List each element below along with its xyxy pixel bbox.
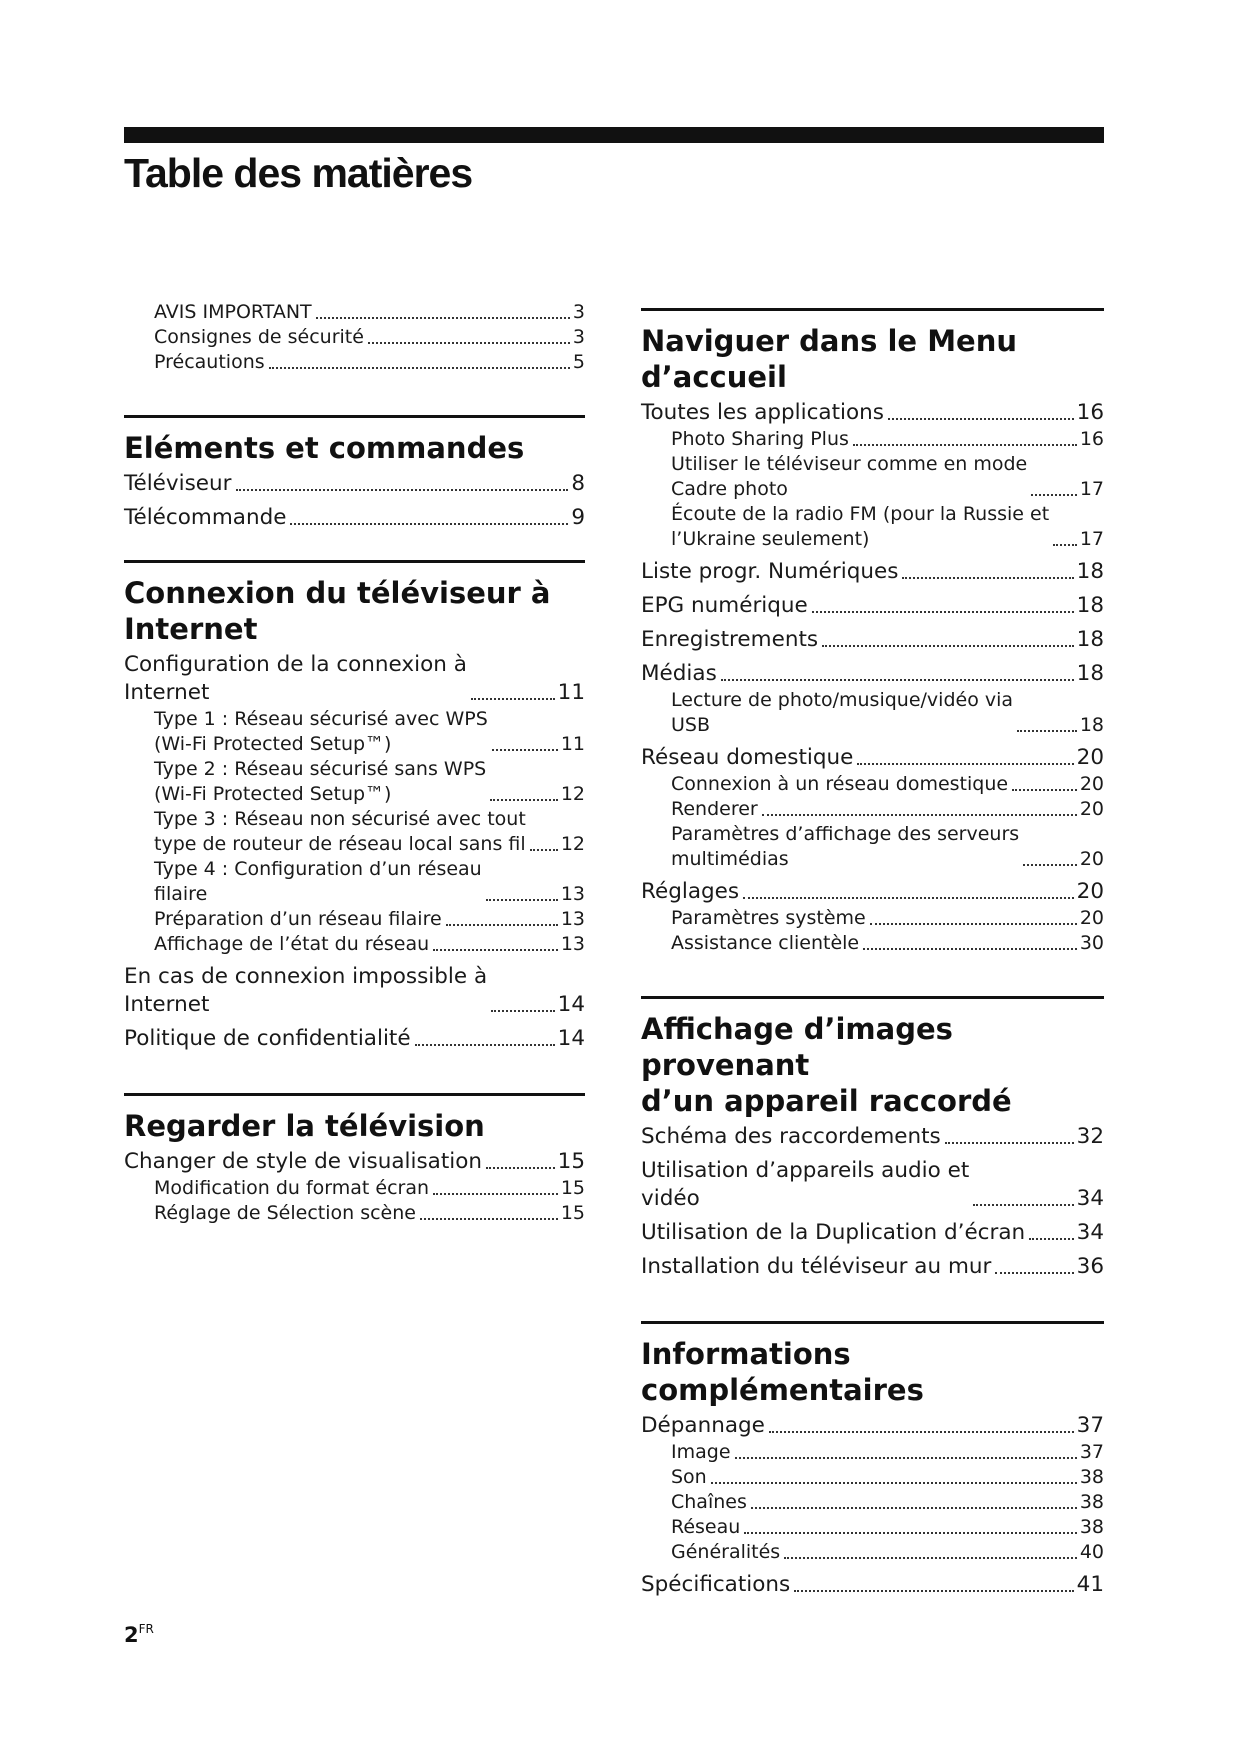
toc-entry-label: Réseau	[671, 1516, 741, 1538]
toc-entry[interactable]	[641, 1123, 1104, 1151]
toc-entry-page: 13	[560, 883, 585, 905]
section-rule	[641, 308, 1104, 311]
toc-entry-page: 11	[560, 733, 585, 755]
toc-entry-page: 20	[1079, 773, 1104, 795]
toc-entry[interactable]	[124, 350, 585, 375]
section-title: Informations complémentaires	[641, 1337, 924, 1407]
toc-entry-page: 14	[557, 992, 585, 1017]
toc-section	[641, 308, 1104, 956]
toc-entry-label: Type 1 : Réseau sécurisé avec WPS (Wi-Fi Protected Setup™)	[154, 708, 488, 755]
toc-entry-label: Renderer	[671, 798, 758, 820]
toc-entry-label: Dépannage	[641, 1413, 765, 1438]
dot-leader	[486, 899, 558, 901]
page-number-suffix: FR	[138, 1622, 154, 1636]
toc-entry-page: 20	[1079, 798, 1104, 820]
toc-entry[interactable]	[641, 1515, 1104, 1540]
dot-leader	[1053, 544, 1077, 546]
toc-left-column	[124, 300, 585, 1226]
dot-leader	[743, 897, 1074, 899]
dot-leader	[863, 948, 1077, 950]
toc-entry[interactable]	[641, 906, 1104, 931]
dot-leader	[490, 799, 558, 801]
dot-leader	[857, 763, 1073, 765]
toc-entry-page: 5	[572, 351, 585, 373]
toc-entry-label: Paramètres système	[671, 907, 866, 929]
toc-entry[interactable]	[124, 651, 585, 707]
toc-entry[interactable]	[641, 427, 1104, 452]
toc-entry-label: Type 4 : Configuration d’un réseau filaire	[154, 858, 482, 905]
toc-entry-page: 40	[1079, 1541, 1104, 1563]
top-bar	[124, 127, 1104, 143]
toc-entry-label: Photo Sharing Plus	[671, 428, 849, 450]
toc-entry-page: 37	[1076, 1413, 1104, 1438]
toc-entry-page: 37	[1079, 1441, 1104, 1463]
toc-entry-page: 20	[1079, 848, 1104, 870]
section-rule	[124, 560, 585, 563]
toc-entry-label: Type 2 : Réseau sécurisé sans WPS (Wi-Fi Protected Setup™)	[154, 758, 487, 805]
toc-entry[interactable]	[641, 931, 1104, 956]
toc-entry-label: Enregistrements	[641, 627, 819, 652]
dot-leader	[530, 849, 558, 851]
dot-leader	[1029, 1238, 1074, 1240]
toc-entry[interactable]	[124, 932, 585, 957]
toc-entry-label: Installation du téléviseur au mur	[641, 1254, 992, 1279]
toc-entry-label: Configuration de la connexion à Internet	[124, 652, 467, 705]
page-number-value: 2	[124, 1623, 139, 1647]
toc-entry-label: Réseau domestique	[641, 745, 854, 770]
toc-entry-label: Consignes de sécurité	[154, 326, 364, 348]
dot-leader	[1017, 730, 1077, 732]
toc-entry-label: Changer de style de visualisation	[124, 1149, 483, 1174]
toc-section	[641, 1321, 1104, 1599]
dot-leader	[433, 949, 558, 951]
section-title: Regarder la télévision	[124, 1109, 485, 1143]
section-rule	[124, 1093, 585, 1096]
dot-leader	[812, 611, 1074, 613]
toc-entry[interactable]	[641, 1540, 1104, 1565]
toc-entry-label: Connexion à un réseau domestique	[671, 773, 1009, 795]
toc-entry-page: 16	[1076, 400, 1104, 425]
toc-entry[interactable]	[641, 772, 1104, 797]
toc-entry-label: Liste progr. Numériques	[641, 559, 899, 584]
toc-entry-page: 15	[560, 1177, 585, 1199]
dot-leader	[853, 444, 1077, 446]
dot-leader	[822, 645, 1074, 647]
toc-entry[interactable]	[124, 857, 585, 907]
toc-entry[interactable]	[641, 1571, 1104, 1599]
toc-entry-label: Type 3 : Réseau non sécurisé avec tout type de routeur de réseau local sans fil	[154, 808, 526, 855]
toc-entry-label: Assistance clientèle	[671, 932, 860, 954]
section-title: Eléments et commandes	[124, 431, 525, 465]
toc-entry[interactable]	[124, 325, 585, 350]
toc-entry-label: Affichage de l’état du réseau	[154, 933, 430, 955]
toc-entry[interactable]	[641, 1440, 1104, 1465]
toc-entry-label: Spécifications	[641, 1572, 791, 1597]
toc-entry-page: 13	[560, 908, 585, 930]
intro-list	[124, 300, 585, 375]
toc-entry-page: 3	[572, 326, 585, 348]
toc-entry[interactable]	[641, 592, 1104, 620]
toc-entry-page: 18	[1079, 714, 1104, 736]
dot-leader	[1012, 789, 1077, 791]
toc-entry-label: Précautions	[154, 351, 265, 373]
section-rule	[641, 1321, 1104, 1324]
section-rule	[641, 996, 1104, 999]
page-title: Table des matières	[124, 150, 473, 196]
toc-entry-page: 11	[557, 680, 585, 705]
dot-leader	[1031, 494, 1077, 496]
toc-entry-page: 17	[1079, 528, 1104, 550]
toc-entry-label: Utilisation d’appareils audio et vidéo	[641, 1158, 970, 1211]
toc-entry[interactable]	[641, 502, 1104, 552]
dot-leader	[492, 749, 558, 751]
toc-entry-label: Téléviseur	[124, 471, 232, 496]
toc-entry-label: Image	[671, 1441, 731, 1463]
dot-leader	[995, 1272, 1073, 1274]
dot-leader	[269, 367, 570, 369]
dot-leader	[368, 342, 570, 344]
dot-leader	[446, 924, 558, 926]
section-title: Connexion du téléviseur à Internet	[124, 576, 551, 646]
toc-entry-label: Préparation d’un réseau filaire	[154, 908, 442, 930]
dot-leader	[762, 814, 1077, 816]
toc-entry[interactable]	[641, 822, 1104, 872]
toc-entry-page: 8	[571, 471, 585, 496]
dot-leader	[721, 679, 1074, 681]
toc-entry-page: 15	[557, 1149, 585, 1174]
dot-leader	[486, 1167, 555, 1169]
toc-entry-label: Modification du format écran	[154, 1177, 430, 1199]
toc-entry-page: 36	[1076, 1254, 1104, 1279]
toc-entry-page: 38	[1079, 1466, 1104, 1488]
section-rule	[124, 415, 585, 418]
toc-entry[interactable]	[124, 1201, 585, 1226]
toc-entry-label: Réglages	[641, 879, 740, 904]
toc-entry[interactable]	[124, 963, 585, 1019]
toc-entry[interactable]	[641, 558, 1104, 586]
toc-section	[124, 415, 585, 532]
toc-entry[interactable]	[641, 399, 1104, 427]
dot-leader	[491, 1010, 555, 1012]
toc-entry-page: 38	[1079, 1516, 1104, 1538]
toc-entry[interactable]	[641, 1490, 1104, 1515]
toc-entry-page: 18	[1076, 661, 1104, 686]
dot-leader	[735, 1457, 1077, 1459]
toc-entry-page: 18	[1076, 627, 1104, 652]
toc-entry[interactable]	[641, 626, 1104, 654]
toc-right-column	[641, 308, 1104, 1599]
toc-entry[interactable]	[124, 470, 585, 498]
dot-leader	[870, 923, 1077, 925]
toc-entry-page: 3	[572, 301, 585, 323]
toc-section	[124, 560, 585, 1053]
toc-entry-page: 34	[1076, 1220, 1104, 1245]
toc-entry[interactable]	[641, 1465, 1104, 1490]
toc-entry-label: Toutes les applications	[641, 400, 884, 425]
toc-entry[interactable]	[124, 1148, 585, 1176]
toc-entry[interactable]	[124, 757, 585, 807]
toc-entry-label: Son	[671, 1466, 707, 1488]
toc-entry-page: 18	[1076, 559, 1104, 584]
toc-entry-label: Télécommande	[124, 505, 287, 530]
toc-entry[interactable]	[641, 1219, 1104, 1247]
toc-entry-page: 13	[560, 933, 585, 955]
toc-entry[interactable]	[641, 797, 1104, 822]
dot-leader	[784, 1557, 1077, 1559]
toc-entry-page: 34	[1076, 1186, 1104, 1211]
toc-entry[interactable]	[641, 660, 1104, 688]
toc-entry-label: Paramètres d’affichage des serveurs multimédias	[671, 823, 1020, 870]
toc-entry-label: EPG numérique	[641, 593, 808, 618]
toc-entry[interactable]	[641, 688, 1104, 738]
dot-leader	[744, 1532, 1077, 1534]
toc-entry[interactable]	[124, 504, 585, 532]
toc-entry-page: 15	[560, 1202, 585, 1224]
toc-entry-label: Réglage de Sélection scène	[154, 1202, 416, 1224]
toc-entry-page: 30	[1079, 932, 1104, 954]
dot-leader	[769, 1431, 1074, 1433]
toc-entry[interactable]	[124, 1176, 585, 1201]
toc-entry-page: 20	[1076, 879, 1104, 904]
toc-entry-page: 14	[557, 1026, 585, 1051]
toc-entry[interactable]	[124, 807, 585, 857]
dot-leader	[433, 1193, 558, 1195]
toc-entry-label: Médias	[641, 661, 717, 686]
toc-entry-label: Écoute de la radio FM (pour la Russie et l’Ukraine seulement)	[671, 503, 1050, 550]
toc-entry[interactable]	[124, 707, 585, 757]
toc-entry[interactable]	[641, 1412, 1104, 1440]
toc-entry-label: Chaînes	[671, 1491, 747, 1513]
toc-entry-label: Utiliser le téléviseur comme en mode Cadre photo	[671, 453, 1028, 500]
toc-entry-label: En cas de connexion impossible à Internet	[124, 964, 488, 1017]
toc-entry[interactable]	[124, 907, 585, 932]
dot-leader	[902, 577, 1073, 579]
toc-entry-label: Politique de confidentialité	[124, 1026, 411, 1051]
toc-entry[interactable]	[124, 1025, 585, 1053]
toc-entry[interactable]	[641, 744, 1104, 772]
toc-entry-page: 20	[1079, 907, 1104, 929]
section-title: Naviguer dans le Menu d’accueil	[641, 324, 1018, 394]
toc-entry-page: 20	[1076, 745, 1104, 770]
toc-entry-page: 12	[560, 833, 585, 855]
toc-entry-label: Généralités	[671, 1541, 781, 1563]
toc-section	[641, 996, 1104, 1281]
dot-leader	[945, 1142, 1074, 1144]
section-title: Affichage d’images provenant d’un appareil raccordé	[641, 1012, 1012, 1118]
dot-leader	[711, 1482, 1077, 1484]
dot-leader	[471, 698, 555, 700]
dot-leader	[415, 1044, 555, 1046]
toc-entry[interactable]	[641, 452, 1104, 502]
toc-entry[interactable]	[641, 878, 1104, 906]
toc-entry-label: Utilisation de la Duplication d’écran	[641, 1220, 1026, 1245]
dot-leader	[290, 523, 568, 525]
dot-leader	[794, 1590, 1073, 1592]
dot-leader	[236, 489, 569, 491]
toc-entry-page: 17	[1079, 478, 1104, 500]
toc-entry-page: 18	[1076, 593, 1104, 618]
page-number	[124, 1622, 154, 1647]
toc-entry-page: 9	[571, 505, 585, 530]
dot-leader	[973, 1204, 1073, 1206]
toc-entry[interactable]	[641, 1253, 1104, 1281]
toc-section	[124, 1093, 585, 1226]
dot-leader	[420, 1218, 558, 1220]
toc-entry-page: 32	[1076, 1124, 1104, 1149]
toc-entry-page: 41	[1076, 1572, 1104, 1597]
dot-leader	[888, 418, 1074, 420]
toc-entry-label: Schéma des raccordements	[641, 1124, 941, 1149]
toc-entry-page: 12	[560, 783, 585, 805]
toc-entry[interactable]	[124, 300, 585, 325]
dot-leader	[316, 317, 570, 319]
right-sections	[641, 308, 1104, 1599]
toc-entry-label: AVIS IMPORTANT	[154, 301, 312, 323]
toc-entry-label: Lecture de photo/musique/vidéo via USB	[671, 689, 1014, 736]
toc-entry[interactable]	[641, 1157, 1104, 1213]
dot-leader	[751, 1507, 1077, 1509]
toc-entry-page: 16	[1079, 428, 1104, 450]
toc-entry-page: 38	[1079, 1491, 1104, 1513]
left-sections	[124, 415, 585, 1226]
dot-leader	[1023, 864, 1077, 866]
